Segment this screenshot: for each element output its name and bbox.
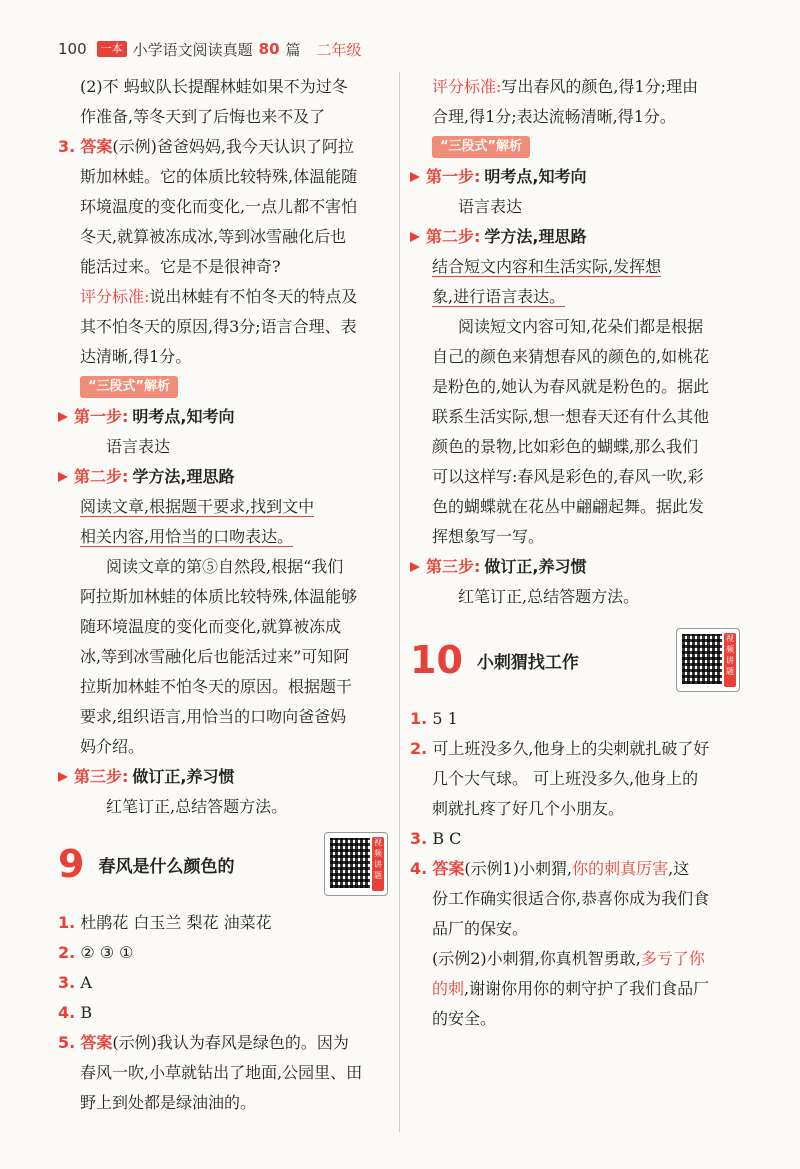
section-title: 小刺猬找工作 <box>476 652 579 673</box>
answer-line: 刺就扎疼了好几个小朋友。 <box>432 799 625 818</box>
analysis-line: 妈介绍。 <box>80 737 145 756</box>
answer-text: 5 1 <box>432 709 458 728</box>
scoring-tag: 评分标准: <box>432 77 502 96</box>
scoring-text: 写出春风的颜色,得1分;理由 <box>501 77 699 96</box>
highlighted-text: 你的刺真厉害 <box>572 859 669 878</box>
answer-text: ② ③ ① <box>80 943 134 962</box>
answer-line: 斯加林蛙。它的体质比较特殊,体温能随 <box>80 167 358 186</box>
question-number: 4. <box>410 859 428 878</box>
step-label: 第一步: <box>74 407 129 426</box>
question-number: 2. <box>58 943 76 962</box>
arrow-icon <box>410 172 420 182</box>
highlighted-text: 多亏了你 <box>640 949 705 968</box>
step-3 <box>58 762 388 792</box>
section-10-header <box>410 628 740 692</box>
method-underlined: 结合短文内容和生活实际,发挥想 <box>432 257 662 276</box>
step-2 <box>58 462 388 492</box>
analysis-line: 阅读短文内容可知,花朵们都是根据 <box>458 317 704 336</box>
answer-4 <box>410 854 740 884</box>
analysis-line: 挥想象写一写。 <box>432 527 545 546</box>
scoring-text: 说出林蛙有不怕冬天的特点及 <box>149 287 358 306</box>
answer-4 <box>58 998 388 1028</box>
step-title: 学方法,理思路 <box>132 467 235 486</box>
step-label: 第二步: <box>426 227 481 246</box>
qr-code[interactable] <box>676 628 740 692</box>
answer-text: (示例1)小刺猬, <box>464 859 573 878</box>
answer-line: 环境温度的变化而变化,一点儿都不害怕 <box>80 197 358 216</box>
answer-line: 春风一吹,小草就钻出了地面,公园里、田 <box>80 1063 363 1082</box>
step-3 <box>410 552 740 582</box>
question-number: 1. <box>58 913 76 932</box>
answer-line: 的安全。 <box>432 1009 497 1028</box>
answer-text: B C <box>432 829 462 848</box>
analysis-line: 要求,组织语言,用恰当的口吻向爸爸妈 <box>80 707 347 726</box>
answer-text: (示例)我认为春风是绿色的。因为 <box>112 1033 349 1052</box>
section-number: 10 <box>410 638 463 682</box>
section-9-header <box>58 832 388 896</box>
step-label: 第三步: <box>74 767 129 786</box>
video-tag: 视频讲题 <box>724 633 736 687</box>
answer-text: ,谢谢你用你的刺守护了我们食品厂 <box>464 979 710 998</box>
qr-pattern <box>330 838 370 888</box>
answer-line: 份工作确实很适合你,恭喜你成为我们食 <box>432 889 710 908</box>
question-number: 1. <box>410 709 428 728</box>
answer-line <box>410 974 740 1004</box>
analysis-line: 阅读文章的第⑤自然段,根据“我们 <box>106 557 344 576</box>
scoring-criteria <box>410 72 740 102</box>
section-title: 春风是什么颜色的 <box>98 856 235 877</box>
brand-logo: 一本 <box>97 41 127 57</box>
question-number: 3. <box>58 973 76 992</box>
qr-pattern <box>682 634 722 684</box>
analysis-line: 冰,等到冰雪融化后也能活过来”可知阿 <box>80 647 350 666</box>
answer-5 <box>58 1028 388 1058</box>
answer-2 <box>410 734 740 764</box>
analysis-line: 自己的颜色来猜想春风的颜色的,如桃花 <box>432 347 710 366</box>
step-2 <box>410 222 740 252</box>
scoring-line: 达清晰,得1分。 <box>80 347 192 366</box>
video-tag: 视频讲题 <box>372 837 384 891</box>
analysis-line: 颜色的景物,比如彩色的蝴蝶,那么我们 <box>432 437 699 456</box>
step-1 <box>58 402 388 432</box>
book-title-tail: 篇 <box>285 40 301 59</box>
answer-line: 冬天,就算被冻成冰,等到冰雪融化后也 <box>80 227 347 246</box>
step-body: 红笔订正,总结答题方法。 <box>106 797 288 816</box>
question-number: 4. <box>58 1003 76 1022</box>
qr-code[interactable] <box>324 832 388 896</box>
answer-line <box>410 944 740 974</box>
method-underlined: 相关内容,用恰当的口吻表达。 <box>80 527 294 546</box>
right-column <box>410 72 740 1034</box>
step-body: 红笔订正,总结答题方法。 <box>458 587 640 606</box>
analysis-line: 拉斯加林蛙不怕冬天的原因。根据题干 <box>80 677 353 696</box>
answer-line: 作准备,等冬天到了后悔也来不及了 <box>80 107 326 126</box>
answer-text: A <box>80 973 92 992</box>
analysis-line: 色的蝴蝶就在花丛中翩翩起舞。据此发 <box>432 497 705 516</box>
answer-tag: 答案 <box>432 859 465 878</box>
answer-1 <box>58 908 388 938</box>
answer-tag: 答案 <box>80 1033 113 1052</box>
arrow-icon <box>410 232 420 242</box>
book-title-number: 80 <box>258 40 280 58</box>
arrow-icon <box>58 772 68 782</box>
step-label: 第三步: <box>426 557 481 576</box>
scoring-line: 其不怕冬天的原因,得3分;语言合理、表 <box>80 317 357 336</box>
answer-1 <box>410 704 740 734</box>
answer-text: (示例2)小刺猬,你真机智勇敢, <box>432 949 641 968</box>
answer-tag: 答案 <box>80 137 113 156</box>
section-number: 9 <box>58 842 85 886</box>
arrow-icon <box>58 472 68 482</box>
step-body: 语言表达 <box>106 437 171 456</box>
step-label: 第二步: <box>74 467 129 486</box>
question-number: 3. <box>58 137 76 156</box>
answer-text: B <box>80 1003 93 1022</box>
step-title: 做订正,养习惯 <box>132 767 235 786</box>
answer-2 <box>58 938 388 968</box>
step-label: 第一步: <box>426 167 481 186</box>
page-number: 100 <box>58 40 87 58</box>
answer-text: ,这 <box>668 859 690 878</box>
analysis-line: 随环境温度的变化而变化,就算被冻成 <box>80 617 342 636</box>
answer-line: 能活过来。它是不是很神奇? <box>80 257 281 276</box>
grade-label: 二年级 <box>316 40 362 59</box>
answer-line: 野上到处都是绿油油的。 <box>80 1093 257 1112</box>
answer-line: 几个大气球。 可上班没多久,他身上的 <box>432 769 699 788</box>
answer-line: (2)不 蚂蚁队长提醒林蛙如果不为过冬 <box>80 77 348 96</box>
answer-3 <box>410 824 740 854</box>
analysis-badge: “三段式”解析 <box>432 136 530 158</box>
question-number: 5. <box>58 1033 76 1052</box>
arrow-icon <box>58 412 68 422</box>
analysis-badge: “三段式”解析 <box>80 376 178 398</box>
arrow-icon <box>410 562 420 572</box>
analysis-line: 阿拉斯加林蛙的体质比较特殊,体温能够 <box>80 587 358 606</box>
answer-text: 可上班没多久,他身上的尖刺就扎破了好 <box>432 739 710 758</box>
answer-text: 杜鹃花 白玉兰 梨花 油菜花 <box>80 913 272 932</box>
highlighted-text: 的刺 <box>432 979 465 998</box>
step-title: 学方法,理思路 <box>484 227 587 246</box>
scoring-tag: 评分标准: <box>80 287 150 306</box>
question-number: 3. <box>410 829 428 848</box>
book-title: 小学语文阅读真题 <box>132 40 253 59</box>
analysis-line: 联系生活实际,想一想春天还有什么其他 <box>432 407 710 426</box>
answer-text: (示例)爸爸妈妈,我今天认识了阿拉 <box>112 137 354 156</box>
question-3-answer <box>58 132 388 162</box>
analysis-line: 是粉色的,她认为春风就是粉色的。据此 <box>432 377 710 396</box>
step-title: 明考点,知考向 <box>132 407 235 426</box>
method-underlined: 象,进行语言表达。 <box>432 287 566 306</box>
step-body: 语言表达 <box>458 197 523 216</box>
column-divider <box>399 72 400 1132</box>
answer-3 <box>58 968 388 998</box>
left-column <box>58 72 388 1118</box>
answer-line: 品厂的保安。 <box>432 919 529 938</box>
method-underlined: 阅读文章,根据题干要求,找到文中 <box>80 497 315 516</box>
question-number: 2. <box>410 739 428 758</box>
step-1 <box>410 162 740 192</box>
page-header <box>58 38 362 60</box>
scoring-criteria <box>58 282 388 312</box>
step-title: 明考点,知考向 <box>484 167 587 186</box>
analysis-line: 可以这样写:春风是彩色的,春风一吹,彩 <box>432 467 704 486</box>
scoring-line: 合理,得1分;表达流畅清晰,得1分。 <box>432 107 676 126</box>
step-title: 做订正,养习惯 <box>484 557 587 576</box>
